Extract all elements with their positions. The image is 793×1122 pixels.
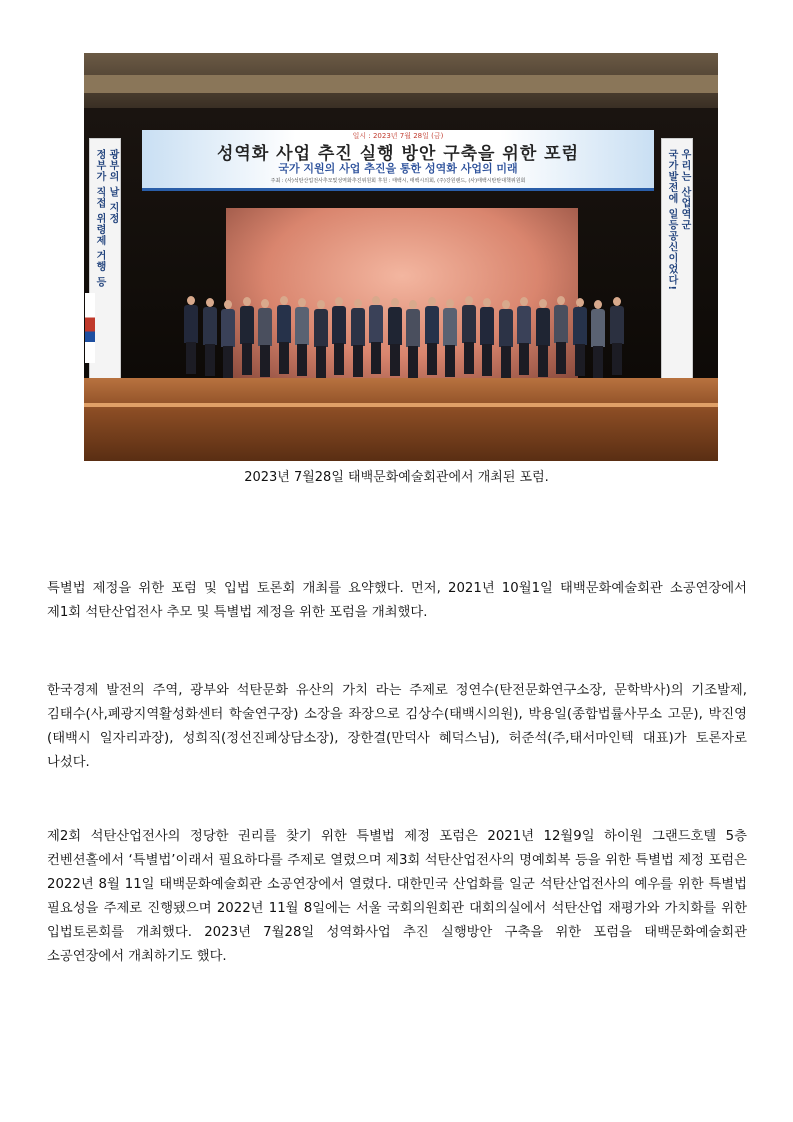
left-banner-line-2: 정부가 직접 위령제 거행 등: [94, 149, 105, 288]
paragraph-2: 한국경제 발전의 주역, 광부와 석탄문화 유산의 가치 라는 주제로 정연수(탄전문화연구소장, 문학박사)의 기조발제, 김태수(사,폐광지역활성화센터 학술연구장) 소장을 좌장으로 김상수(태백시의원), 박용일(종합법률사무소 고문), 박진영(태백시 일자리과장), 성희직(정선진폐상담소장), 장한결(만덕사 혜덕스님), 허준석(주,태서마인텍 대표)가 토론자로 나섰다.: [47, 683, 747, 770]
banner-date: 일시 : 2023년 7월 28일 (금): [352, 132, 444, 140]
participant-figure: [258, 299, 272, 379]
participant-figure: [499, 300, 513, 380]
participant-figure: [203, 298, 217, 378]
forum-photo: [84, 53, 718, 461]
banner-title: 성역화 사업 추진 실행 방안 구축을 위한 포럼: [216, 144, 580, 164]
national-flag: [85, 293, 95, 363]
participant-figure: [221, 300, 235, 380]
participant-figure: [480, 298, 494, 378]
participant-figure: [536, 299, 550, 379]
paragraph-3: 제2회 석탄산업전사의 정당한 권리를 찾기 위한 특별법 제정 포럼은 2021년 12월9일 하이원 그랜드호텔 5층 컨벤션홀에서 ‘특별법’이래서 필요하다를 주제로 열렸으며 제3회 석탄산업전사의 명예회복 등을 위한 특별법 제정 포럼은 2022년 8월 11일 태백문화예술회관 소공연장에서 열렸다. 대한민국 산업화를 일군 석탄산업전사의 예우를 위한 특별법 필요성을 주제로 진행됐으며 2022년 11월 8일에는 서울 국회의원회관 대회의실에서 석탄산업 재평가와 가치화를 위한 입법토론회를 개최했다. 2023년 7월28일 성역화사업 추진 실행방안 구축을 위한 포럼을 태백문화예술회관 소공연장에서 개최하기도 했다.: [47, 829, 747, 964]
participant-figure: [443, 299, 457, 379]
stage-floor: [84, 378, 718, 461]
participant-figure: [573, 298, 587, 378]
participant-figure: [517, 297, 531, 377]
participant-figure: [351, 299, 365, 379]
photo-caption: 2023년 7월28일 태백문화예술회관에서 개최된 포럼.: [244, 470, 549, 485]
participant-figure: [240, 297, 254, 377]
participant-figure: [388, 298, 402, 378]
right-vertical-banner: [661, 138, 693, 380]
participant-figure: [462, 296, 476, 376]
participant-figure: [369, 296, 383, 376]
hall-ceiling: [84, 53, 718, 108]
participant-figure: [610, 297, 624, 377]
right-banner-line-1: 우리는 산업역군: [679, 149, 690, 231]
banner-organizers: 주최 : (사)석탄산업전사추모및성역화추진위원회 후원 : 태백시, 태백시의회, (주)강원랜드, (사)태백시탄탄대책위원회: [270, 178, 526, 184]
right-banner-line-2: 국가발전에 일등공신이었다!: [666, 149, 677, 292]
participant-figure: [591, 300, 605, 380]
participant-figure: [184, 296, 198, 376]
participant-figure: [406, 300, 420, 380]
participant-figure: [425, 297, 439, 377]
banner-subtitle: 국가 지원의 사업 추진을 통한 성역화 사업의 미래: [278, 162, 518, 175]
paragraph-1: 특별법 제정을 위한 포럼 및 입법 토론회 개최를 요약했다. 먼저, 2021년 10월1일 태백문화예술회관 소공연장에서 제1회 석탄산업전사 추모 및 특별법 제정을 위한 포럼을 개최했다.: [47, 581, 747, 620]
participant-figure: [554, 296, 568, 376]
left-banner-line-1: 광부의 날 지정: [107, 149, 118, 224]
participant-figure: [332, 297, 346, 377]
stage-edge: [84, 403, 718, 407]
ceiling-band: [84, 75, 718, 93]
participant-figure: [314, 300, 328, 380]
participant-figure: [295, 298, 309, 378]
forum-banner: [142, 130, 654, 191]
participant-figure: [277, 296, 291, 376]
